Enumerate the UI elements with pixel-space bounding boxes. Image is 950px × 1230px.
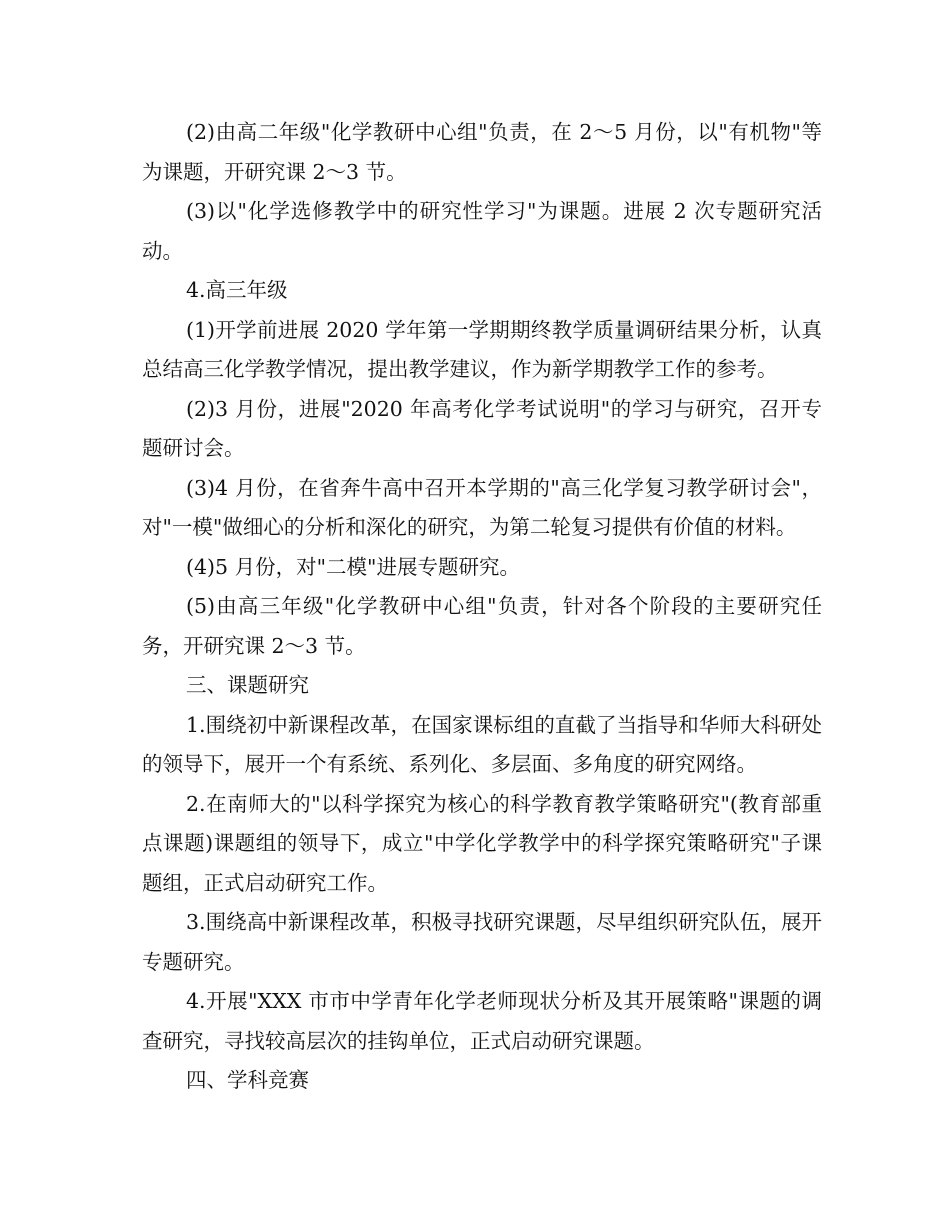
paragraph-research-item2: 2.在南师大的"以科学探究为核心的科学教育教学策略研究"(教育部重点课题)课题组的领导下，成立"中学化学教学中的科学探究策略研究"子课题组，正式启动研究工作。 [142,791,822,895]
section-heading-research: 三、课题研究 [186,673,309,697]
paragraph-research-item4: 4.开展"XXX 市市中学青年化学老师现状分析及其开展策略"课题的调查研究，寻找较高层次的挂钩单位，正式启动研究课题。 [142,989,822,1053]
paragraph-grade2-item2: (2)由高二年级"化学教研中心组"负责，在 2～5 月份，以"有机物"等为课题，开研究课 2～3 节。 [142,120,822,184]
paragraph-research-item3: 3.围绕高中新课程改革，积极寻找研究课题，尽早组织研究队伍，展开专题研究。 [142,910,822,974]
paragraph-grade3-item3: (3)4 月份，在省奔牛高中召开本学期的"高三化学复习教学研讨会"，对"一模"做细心的分析和深化的研究，为第二轮复习提供有价值的材料。 [142,475,822,539]
paragraph-grade2-item3: (3)以"化学选修教学中的研究性学习"为课题。进展 2 次专题研究活动。 [142,199,822,263]
section-heading-grade3: 4.高三年级 [186,278,288,302]
paragraph-research-item1: 1.围绕初中新课程改革，在国家课标组的直截了当指导和华师大科研处的领导下，展开一个有系统、系列化、多层面、多角度的研究网络。 [142,712,822,776]
paragraph-grade3-item1: (1)开学前进展 2020 学年第一学期期终教学质量调研结果分析，认真总结高三化学教学情况，提出教学建议，作为新学期教学工作的参考。 [142,317,822,381]
section-heading-competition: 四、学科竞赛 [186,1068,309,1092]
paragraph-grade3-item5: (5)由高三年级"化学教研中心组"负责，针对各个阶段的主要研究任务，开研究课 2～3 节。 [142,594,822,658]
document-body [142,113,822,1101]
paragraph-grade3-item2: (2)3 月份，进展"2020 年高考化学考试说明"的学习与研究，召开专题研讨会。 [142,396,822,460]
paragraph-grade3-item4: (4)5 月份，对"二模"进展专题研究。 [186,554,520,579]
